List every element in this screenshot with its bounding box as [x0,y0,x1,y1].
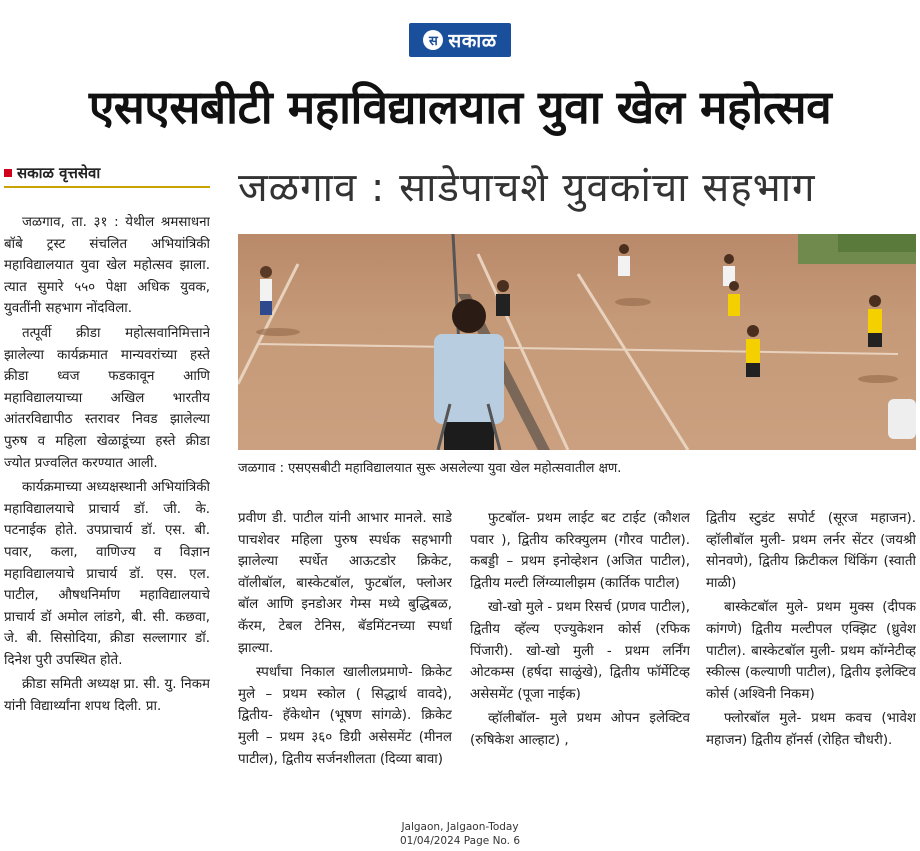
article-paragraph: क्रीडा समिती अध्यक्ष प्रा. सी. यु. निकम यांनी विद्यार्थ्यांना शपथ दिली. प्रा. [4,677,210,715]
article-paragraph: द्वितीय स्टुडंट सपोर्ट (सूरज महाजन). व्हॉलीबॉल मुली- प्रथम लर्नर सेंटर (जयश्री सोनवणे), द्वितीय क्रिटीकल थिंकिंग (स्वाती माळी) [706,511,916,591]
page-footer [340,820,580,850]
article-paragraph: जळगाव, ता. ३१ : येथील श्रमसाधना बॉबे ट्रस्ट संचलित अभियांत्रिकी महाविद्यालयात युवा खेल महोत्सव झाला. त्यात सुमारे ५५० पेक्षा अधिक युवक, युवतींनी सहभाग नोंदविला. [4,215,210,317]
article-paragraph: स्पर्धांचा निकाल खालीलप्रमाणे- क्रिकेट मुले – प्रथम स्कोल ( सिद्धार्थ वावदे), द्वितीय- हॅकेथोन (भूषण सांगळे). क्रिकेट मुली – प्रथम ३६० डिग्री असेसमेंट (मीनल पाटील), द्वितीय सर्जनशीलता (दिव्या बावा) [238,665,452,767]
logo-wordmark: सकाळ [448,30,497,52]
footer-date-page: 01/04/2024 Page No. 6 [399,835,521,847]
footer-edition: Jalgaon, Jalgaon-Today [401,821,519,833]
article-column-2 [238,508,452,830]
article-paragraph: तत्पूर्वी क्रीडा महोत्सवानिमित्ताने झालेल्या कार्यक्रमात मान्यवरांच्या हस्ते क्रीडा ध्वज फडकावून आणि महाविद्यालयाच्या अखिल भारतीय आंतरविद्यापीठ स्तरावर निवड झालेल्या पुरुष व महिला खेळाडूंच्या हस्ते क्रीडा ज्योत प्रज्वलित करण्यात आली. [4,325,210,471]
article-column-1 [4,212,210,830]
article-paragraph: फ्लोरबॉल मुले- प्रथम कवच (भावेश महाजन) द्वितीय हॉनर्स (रोहित चौधरी). [706,711,916,748]
sakal-logo [409,23,511,57]
article-paragraph: खो-खो मुले - प्रथम रिसर्च (प्रणव पाटील), द्वितीय व्हॅल्य एज्युकेशन कोर्स (रफिक पिंजारी). खो-खो मुली - प्रथम लर्निंग ओटकम्स (हर्षदा साळुंखे), द्वितीय फॉर्मेटिव्ह असेसमेंट (पूजा नाईक) [470,600,690,702]
byline-marker-icon [4,169,12,177]
article-paragraph: कार्यक्रमाच्या अध्यक्षस्थानी अभियांत्रिकी महाविद्यालयाचे प्राचार्य डॉ. जी. के. पटनाईक होते. उपप्राचार्य डॉ. एस. बी. पवार, कला, वाणिज्य व विज्ञान महाविद्यालयाचे प्राचार्य डॉ. एस. एल. पाटील, औषधनिर्माण महाविद्यालयाचे प्राचार्य डॉ अमोल लांडगे, बी. सी. कछवा, जे. बी. सिसोदिया, क्रीडा सल्लागार डॉ. दिनेश पुरी उपस्थित होते. [4,480,210,668]
article-paragraph: प्रवीण डी. पाटील यांनी आभार मानले. साडे पाचशेवर महिला पुरुष स्पर्धक सहभागी झालेल्या स्पर्धेत आऊटडोर क्रिकेट, वॉलीबॉल, बास्केटबॉल, फुटबॉल, फ्लोअर बॉल आणि इनडोअर गेम्स मध्ये बुद्धिबळ, कॅरम, टेबल टेनिस, बॅडमिंटनच्या स्पर्धा झाल्या. [238,511,452,656]
logo-mark-icon: स [423,30,443,50]
article-paragraph: फुटबॉल- प्रथम लाईट बट टाईट (कौशल पवार ), द्वितीय करिक्युलम (गौरव पाटील). कबड्डी – प्रथम इनोव्हेशन (अजित पाटील), द्वितीय मल्टी लिंग्व्यालीझम (कार्तिक पाटील) [470,511,690,591]
article-paragraph: व्हॉलीबॉल- मुले प्रथम ओपन इलेक्टिव (रुषिकेश आल्हाट) , [470,711,690,748]
article-column-3 [470,508,690,830]
article-column-4 [706,508,916,830]
news-photo [238,234,916,450]
subheadline: जळगाव : साडेपाचशे युवकांचा सहभाग [238,165,816,211]
photo-caption: जळगाव : एसएसबीटी महाविद्यालयात सुरू असलेल्या युवा खेल महोत्सवातील क्षण. [238,461,622,476]
article-paragraph: बास्केटबॉल मुले- प्रथम मुक्स (दीपक कांगणे) द्वितीय मल्टीपल एक्झिट (ध्रुवेश पाटील). बास्केटबॉल मुली- प्रथम कॉग्नेटीव्ह स्कील्स (कल्याणी पाटील), द्वितीय इलेक्टिव कोर्स (अश्विनी निकम) [706,600,916,702]
byline [4,160,210,188]
volleyball-court-illustration [238,234,916,450]
headline: एसएसबीटी महाविद्यालयात युवा खेल महोत्सव [88,80,832,134]
byline-text: सकाळ वृत्तसेवा [17,164,101,182]
